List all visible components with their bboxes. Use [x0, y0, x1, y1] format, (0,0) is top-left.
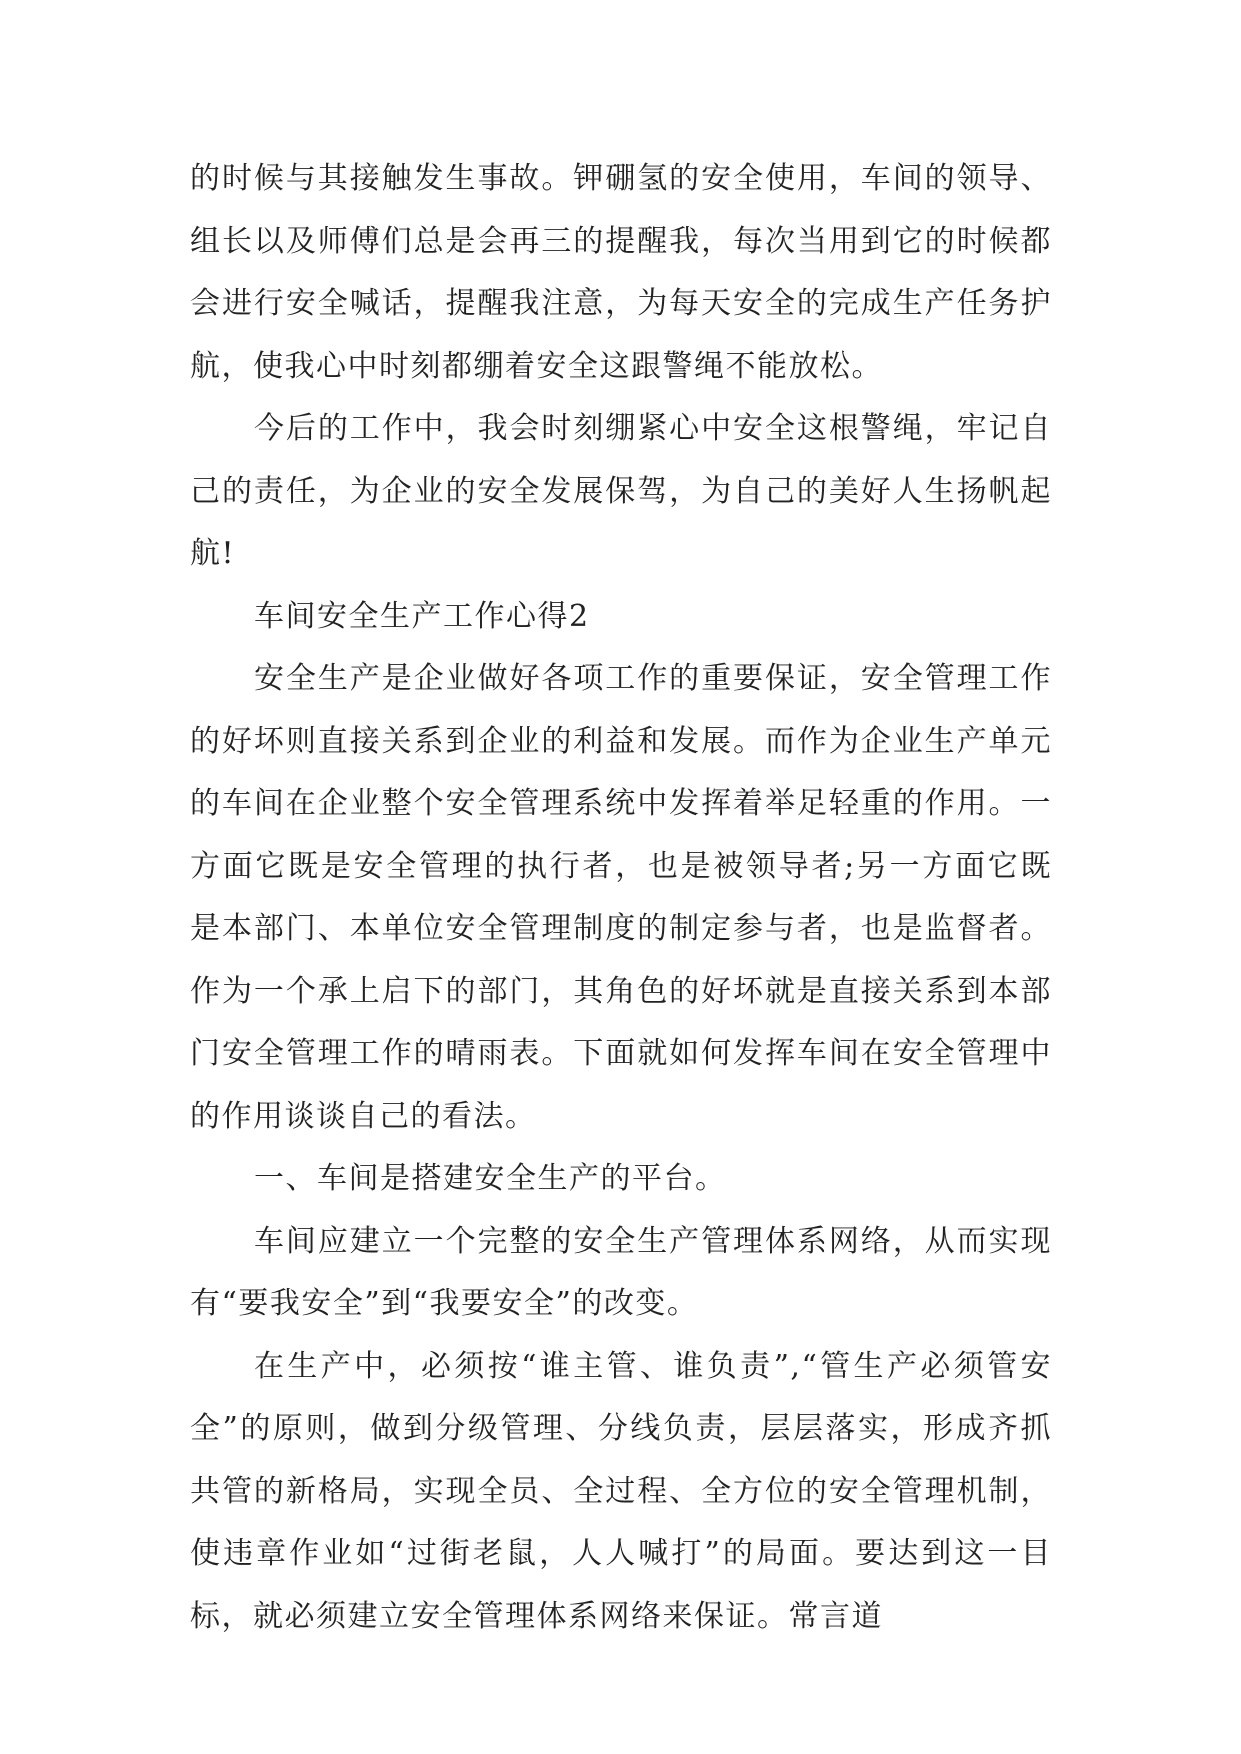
paragraph-1: 的时候与其接触发生事故。钾硼氢的安全使用，车间的领导、组长以及师傅们总是会再三的提醒我，每次当用到它的时候都会进行安全喊话，提醒我注意，为每天安全的完成生产任务护航，使我心中时刻都绷着安全这跟警绳不能放松。: [190, 161, 1052, 384]
paragraph-5: 在生产中，必须按“谁主管、谁负责”,“管生产必须管安全”的原则，做到分级管理、分线负责，层层落实，形成齐抓共管的新格局，实现全员、全过程、全方位的安全管理机制，使违章作业如“过街老鼠，人人喊打”的局面。要达到这一目标，就必须建立安全管理体系网络来保证。常言道: [190, 1348, 1052, 1634]
paragraph-3: 安全生产是企业做好各项工作的重要保证，安全管理工作的好坏则直接关系到企业的利益和发展。而作为企业生产单元的车间在企业整个安全管理系统中发挥着举足轻重的作用。一方面它既是安全管理的执行者，也是被领导者;另一方面它既是本部门、本单位安全管理制度的制定参与者，也是监督者。作为一个承上启下的部门，其角色的好坏就是直接关系到本部门安全管理工作的晴雨表。下面就如何发挥车间在安全管理中的作用谈谈自己的看法。: [190, 661, 1052, 1134]
section-heading: 车间安全生产工作心得2: [254, 598, 590, 634]
document-page: [190, 148, 1052, 1648]
paragraph-4: 车间应建立一个完整的安全生产管理体系网络，从而实现有“要我安全”到“我要安全”的改变。: [190, 1223, 1052, 1321]
subheading-1: 一、车间是搭建安全生产的平台。: [254, 1161, 727, 1196]
paragraph-2: 今后的工作中，我会时刻绷紧心中安全这根警绳，牢记自己的责任，为企业的安全发展保驾，为自己的美好人生扬帆起航!: [190, 411, 1052, 571]
